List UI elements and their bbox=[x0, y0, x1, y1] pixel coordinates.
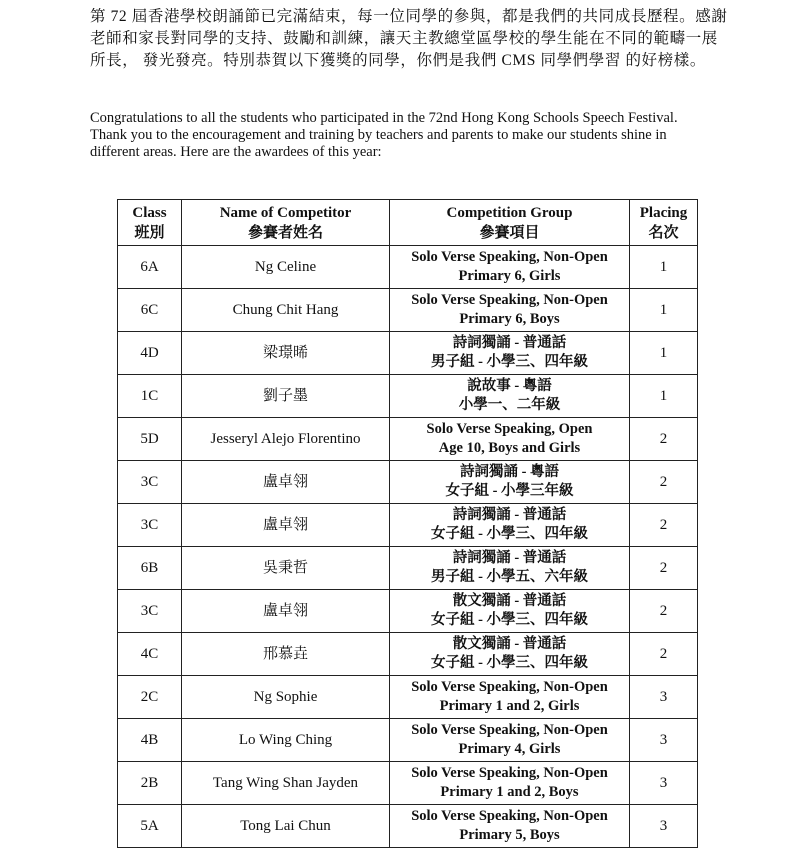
cell-placing: 2 bbox=[630, 633, 698, 676]
cell-placing: 2 bbox=[630, 418, 698, 461]
cell-placing: 1 bbox=[630, 375, 698, 418]
group-line-1: 詩詞獨誦 - 普通話 bbox=[452, 550, 567, 566]
cell-group bbox=[390, 332, 630, 375]
table-row bbox=[118, 289, 698, 332]
group-line-2: 女子組 - 小學三、四年級 bbox=[430, 655, 589, 671]
group-line-2: Primary 6, Boys bbox=[459, 311, 560, 327]
cell-group bbox=[390, 590, 630, 633]
cell-placing: 1 bbox=[630, 289, 698, 332]
table-row bbox=[118, 504, 698, 547]
table-row bbox=[118, 418, 698, 461]
group-line-2: 女子組 - 小學三、四年級 bbox=[430, 612, 589, 628]
group-line-1: 詩詞獨誦 - 普通話 bbox=[452, 507, 567, 523]
cell-name: Tang Wing Shan Jayden bbox=[182, 762, 390, 805]
table-row bbox=[118, 762, 698, 805]
group-line-1: Solo Verse Speaking, Non-Open bbox=[411, 679, 608, 695]
cell-group bbox=[390, 504, 630, 547]
group-line-1: Solo Verse Speaking, Non-Open bbox=[411, 292, 608, 308]
cell-class: 5D bbox=[118, 418, 182, 461]
cell-name: Jesseryl Alejo Florentino bbox=[182, 418, 390, 461]
table-row bbox=[118, 375, 698, 418]
group-line-2: 男子組 - 小學三、四年級 bbox=[430, 354, 589, 370]
intro-chinese-paragraph: 第 72 屆香港學校朗誦節已完滿結束，每一位同學的參與，都是我們的共同成長歷程。感謝老師和家長對同學的支持、鼓勵和訓練，讓天主教總堂區學校的學生能在不同的範疇一展所長， 發光發亮。特別恭賀以下獲獎的同學，你們是我們 CMS 同學們學習 的好榜樣。 bbox=[90, 8, 728, 69]
cell-class: 4D bbox=[118, 332, 182, 375]
cell-name: 吳秉哲 bbox=[182, 547, 390, 590]
cell-name: Chung Chit Hang bbox=[182, 289, 390, 332]
cell-group bbox=[390, 418, 630, 461]
cell-class: 3C bbox=[118, 504, 182, 547]
cell-name: 梁璟晞 bbox=[182, 332, 390, 375]
group-line-2: 女子組 - 小學三年級 bbox=[445, 483, 574, 499]
group-line-2: Primary 1 and 2, Boys bbox=[440, 784, 579, 800]
table-row bbox=[118, 805, 698, 848]
group-line-1: Solo Verse Speaking, Open bbox=[426, 421, 593, 437]
cell-group bbox=[390, 289, 630, 332]
group-line-2: Age 10, Boys and Girls bbox=[438, 440, 581, 456]
cell-name: 盧卓翎 bbox=[182, 504, 390, 547]
table-row bbox=[118, 676, 698, 719]
header-class: Class 班別 bbox=[118, 200, 182, 246]
cell-placing: 2 bbox=[630, 590, 698, 633]
header-name: Name of Competitor 參賽者姓名 bbox=[182, 200, 390, 246]
cell-class: 4C bbox=[118, 633, 182, 676]
group-line-1: 詩詞獨誦 - 普通話 bbox=[452, 335, 567, 351]
cell-class: 1C bbox=[118, 375, 182, 418]
header-placing: Placing 名次 bbox=[630, 200, 698, 246]
group-line-2: 男子組 - 小學五、六年級 bbox=[430, 569, 589, 585]
table-row bbox=[118, 633, 698, 676]
cell-group bbox=[390, 246, 630, 289]
group-line-2: Primary 4, Girls bbox=[458, 741, 561, 757]
group-line-2: Primary 6, Girls bbox=[458, 268, 561, 284]
cell-name: Tong Lai Chun bbox=[182, 805, 390, 848]
cell-placing: 3 bbox=[630, 676, 698, 719]
group-line-1: 說故事 - 粵語 bbox=[467, 378, 552, 394]
table-header-row bbox=[118, 200, 698, 246]
cell-class: 5A bbox=[118, 805, 182, 848]
cell-placing: 2 bbox=[630, 547, 698, 590]
cell-group bbox=[390, 676, 630, 719]
cell-group bbox=[390, 805, 630, 848]
cell-name: Ng Sophie bbox=[182, 676, 390, 719]
group-line-2: 小學一、二年級 bbox=[458, 397, 561, 413]
cell-name: 劉子墨 bbox=[182, 375, 390, 418]
table-row bbox=[118, 332, 698, 375]
header-group: Competition Group 參賽項目 bbox=[390, 200, 630, 246]
group-line-2: Primary 5, Boys bbox=[459, 827, 560, 843]
cell-placing: 1 bbox=[630, 246, 698, 289]
cell-name: 盧卓翎 bbox=[182, 590, 390, 633]
awardees-table bbox=[117, 199, 698, 848]
table-row bbox=[118, 246, 698, 289]
cell-group bbox=[390, 461, 630, 504]
cell-name: Lo Wing Ching bbox=[182, 719, 390, 762]
table-body bbox=[118, 246, 698, 848]
group-line-1: 散文獨誦 - 普通話 bbox=[452, 593, 567, 609]
cell-placing: 2 bbox=[630, 461, 698, 504]
cell-name: Ng Celine bbox=[182, 246, 390, 289]
cell-class: 2B bbox=[118, 762, 182, 805]
cell-name: 邢慕垚 bbox=[182, 633, 390, 676]
cell-group bbox=[390, 762, 630, 805]
group-line-2: Primary 1 and 2, Girls bbox=[439, 698, 580, 714]
table-row bbox=[118, 461, 698, 504]
cell-class: 4B bbox=[118, 719, 182, 762]
cell-class: 6B bbox=[118, 547, 182, 590]
cell-group bbox=[390, 719, 630, 762]
table-row bbox=[118, 547, 698, 590]
group-line-1: 散文獨誦 - 普通話 bbox=[452, 636, 567, 652]
cell-placing: 3 bbox=[630, 805, 698, 848]
group-line-1: Solo Verse Speaking, Non-Open bbox=[411, 249, 608, 265]
cell-name: 盧卓翎 bbox=[182, 461, 390, 504]
cell-class: 6A bbox=[118, 246, 182, 289]
cell-class: 6C bbox=[118, 289, 182, 332]
group-line-2: 女子組 - 小學三、四年級 bbox=[430, 526, 589, 542]
cell-class: 3C bbox=[118, 590, 182, 633]
cell-placing: 3 bbox=[630, 719, 698, 762]
group-line-1: 詩詞獨誦 - 粵語 bbox=[459, 464, 560, 480]
group-line-1: Solo Verse Speaking, Non-Open bbox=[411, 808, 608, 824]
table-row bbox=[118, 719, 698, 762]
group-line-1: Solo Verse Speaking, Non-Open bbox=[411, 765, 608, 781]
cell-class: 2C bbox=[118, 676, 182, 719]
group-line-1: Solo Verse Speaking, Non-Open bbox=[411, 722, 608, 738]
cell-group bbox=[390, 633, 630, 676]
cell-placing: 3 bbox=[630, 762, 698, 805]
cell-placing: 2 bbox=[630, 504, 698, 547]
cell-group bbox=[390, 547, 630, 590]
table-row bbox=[118, 590, 698, 633]
cell-group bbox=[390, 375, 630, 418]
cell-placing: 1 bbox=[630, 332, 698, 375]
intro-english-paragraph: Congratulations to all the students who participated in the 72nd Hong Kong Schools Speech Festival. Thank you to the encouragement and training by teachers and parents to make our students shine in different areas. Here are the awardees of this year: bbox=[90, 110, 678, 160]
cell-class: 3C bbox=[118, 461, 182, 504]
